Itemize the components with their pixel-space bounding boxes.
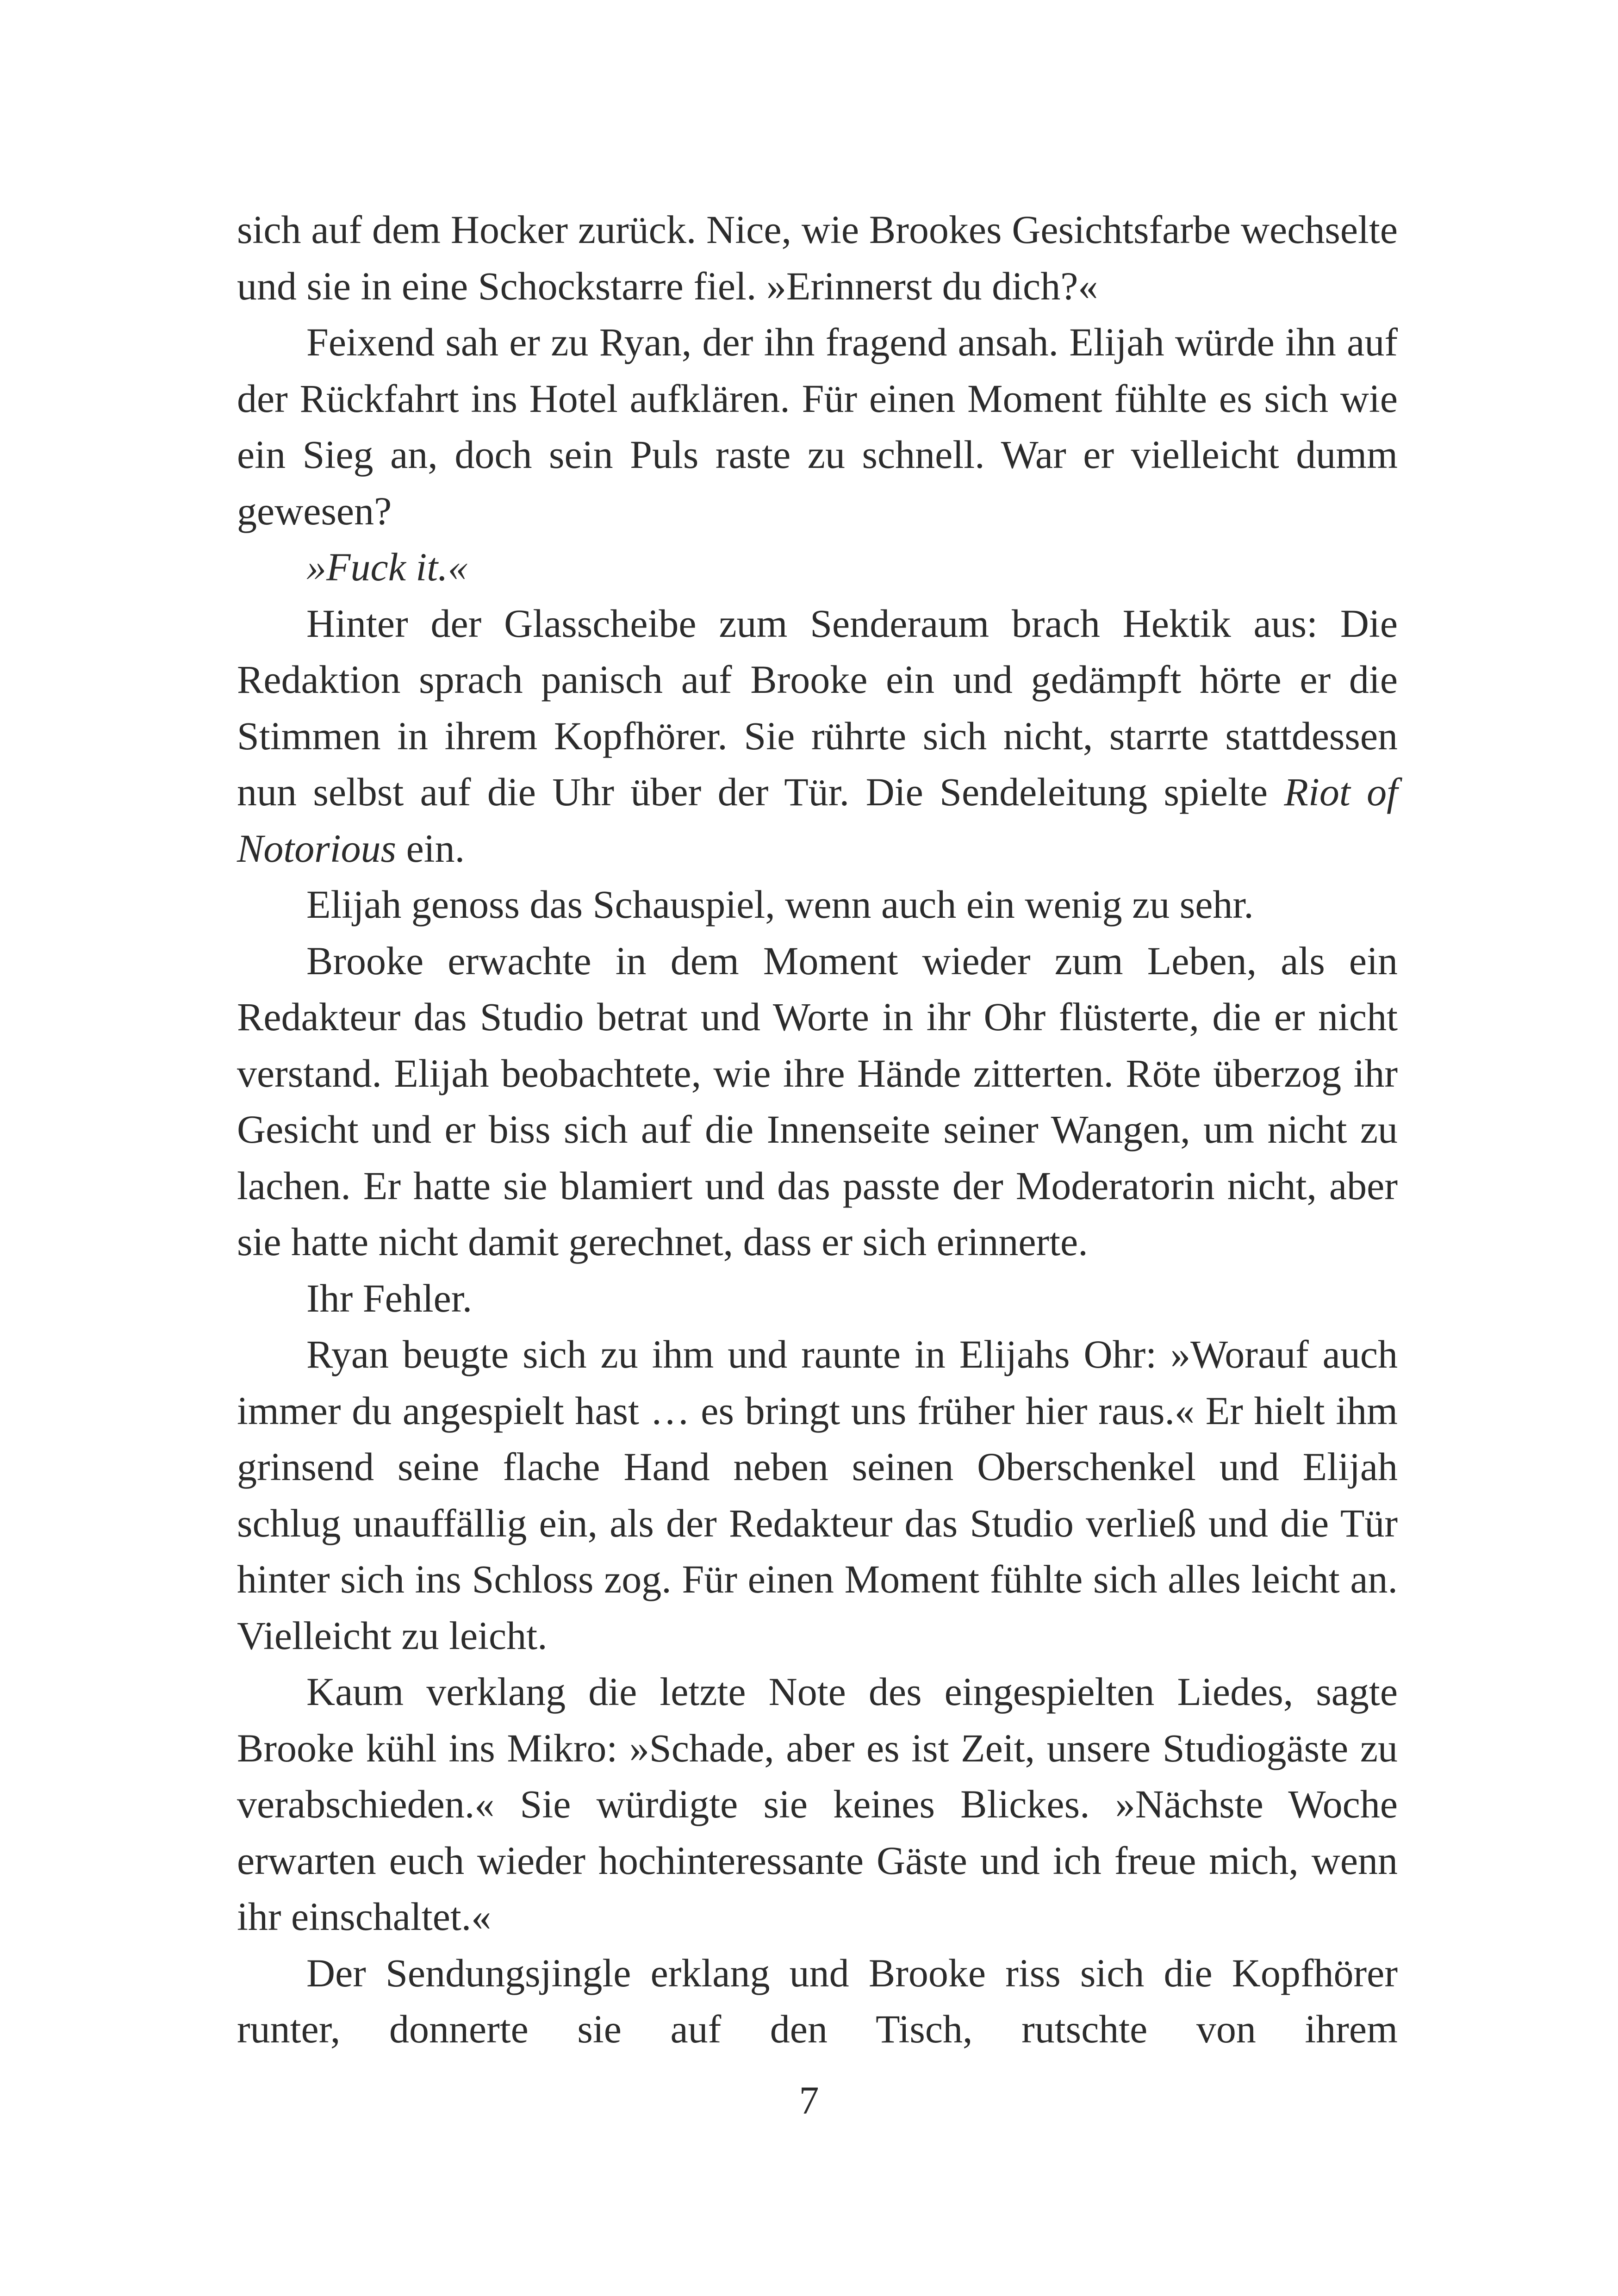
paragraph-3-italic-quote: »Fuck it.« — [306, 545, 468, 589]
paragraph-6: Brooke erwachte in dem Moment wieder zum Leben, als ein Redakteur das Studio betrat und Worte in ihr Ohr flüsterte, die er nicht verstand. Elijah beobachtete, wie ihre Hände zitterten. Röte überzog ihr Gesicht und er biss sich auf die Innenseite seiner Wangen, um nicht zu lachen. Er hatte sie blamiert und das passte der Moderatorin nicht, aber sie hatte nicht damit gerechnet, dass er sich erinnerte. — [237, 938, 1398, 1264]
body-text — [237, 202, 1398, 2058]
paragraph-2: Feixend sah er zu Ryan, der ihn fragend ansah. Elijah würde ihn auf der Rückfahrt ins Hotel aufklären. Für einen Moment fühlte es sich wie ein Sieg an, doch sein Puls raste zu schnell. War er vielleicht dumm gewesen? — [237, 320, 1398, 533]
paragraph-8: Ryan beugte sich zu ihm und raunte in Elijahs Ohr: »Worauf auch immer du angespielt hast … es bringt uns früher hier raus.« Er hielt ihm grinsend seine flache Hand neben seinen Oberschenkel und Elijah schlug unauffällig ein, als der Redakteur das Studio verließ und die Tür hinter sich ins Schloss zog. Für einen Moment fühlte sich alles leicht an. Vielleicht zu leicht. — [237, 1332, 1398, 1658]
paragraph-10: Der Sendungsjingle erklang und Brooke riss sich die Kopfhörer runter, donnerte sie auf den Tisch, rutschte von ihrem — [237, 1950, 1398, 2051]
song-title-italic: Riot of Notorious — [237, 770, 1398, 871]
paragraph-9: Kaum verklang die letzte Note des eingespielten Liedes, sagte Brooke kühl ins Mikro: »Schade, aber es ist Zeit, unsere Studiogäste zu verabschieden.« Sie würdigte sie keines Blickes. »Nächste Woche erwarten euch wieder hochinteressante Gäste und ich freue mich, wenn ihr einschaltet.« — [237, 1669, 1398, 1939]
paragraph-1: sich auf dem Hocker zurück. Nice, wie Brookes Gesichtsfarbe wechselte und sie in eine Schockstarre fiel. »Erinnerst du dich?« — [237, 207, 1398, 308]
paragraph-7: Ihr Fehler. — [306, 1276, 473, 1320]
paragraph-4-text-before: Hinter der Glasscheibe zum Senderaum brach Hektik aus: Die Redaktion sprach panisch auf Brooke ein und gedämpft hörte er die Stimmen in ihrem Kopfhörer. Sie rührte sich nicht, starrte stattdessen nun selbst auf die Uhr über der Tür. Die Sendeleitung spielte — [237, 601, 1398, 814]
paragraph-4-text-after: ein. — [396, 826, 465, 871]
paragraph-4 — [237, 596, 1398, 877]
paragraph-5: Elijah genoss das Schauspiel, wenn auch ein wenig zu sehr. — [306, 882, 1254, 927]
page-number: 7 — [799, 2078, 819, 2122]
